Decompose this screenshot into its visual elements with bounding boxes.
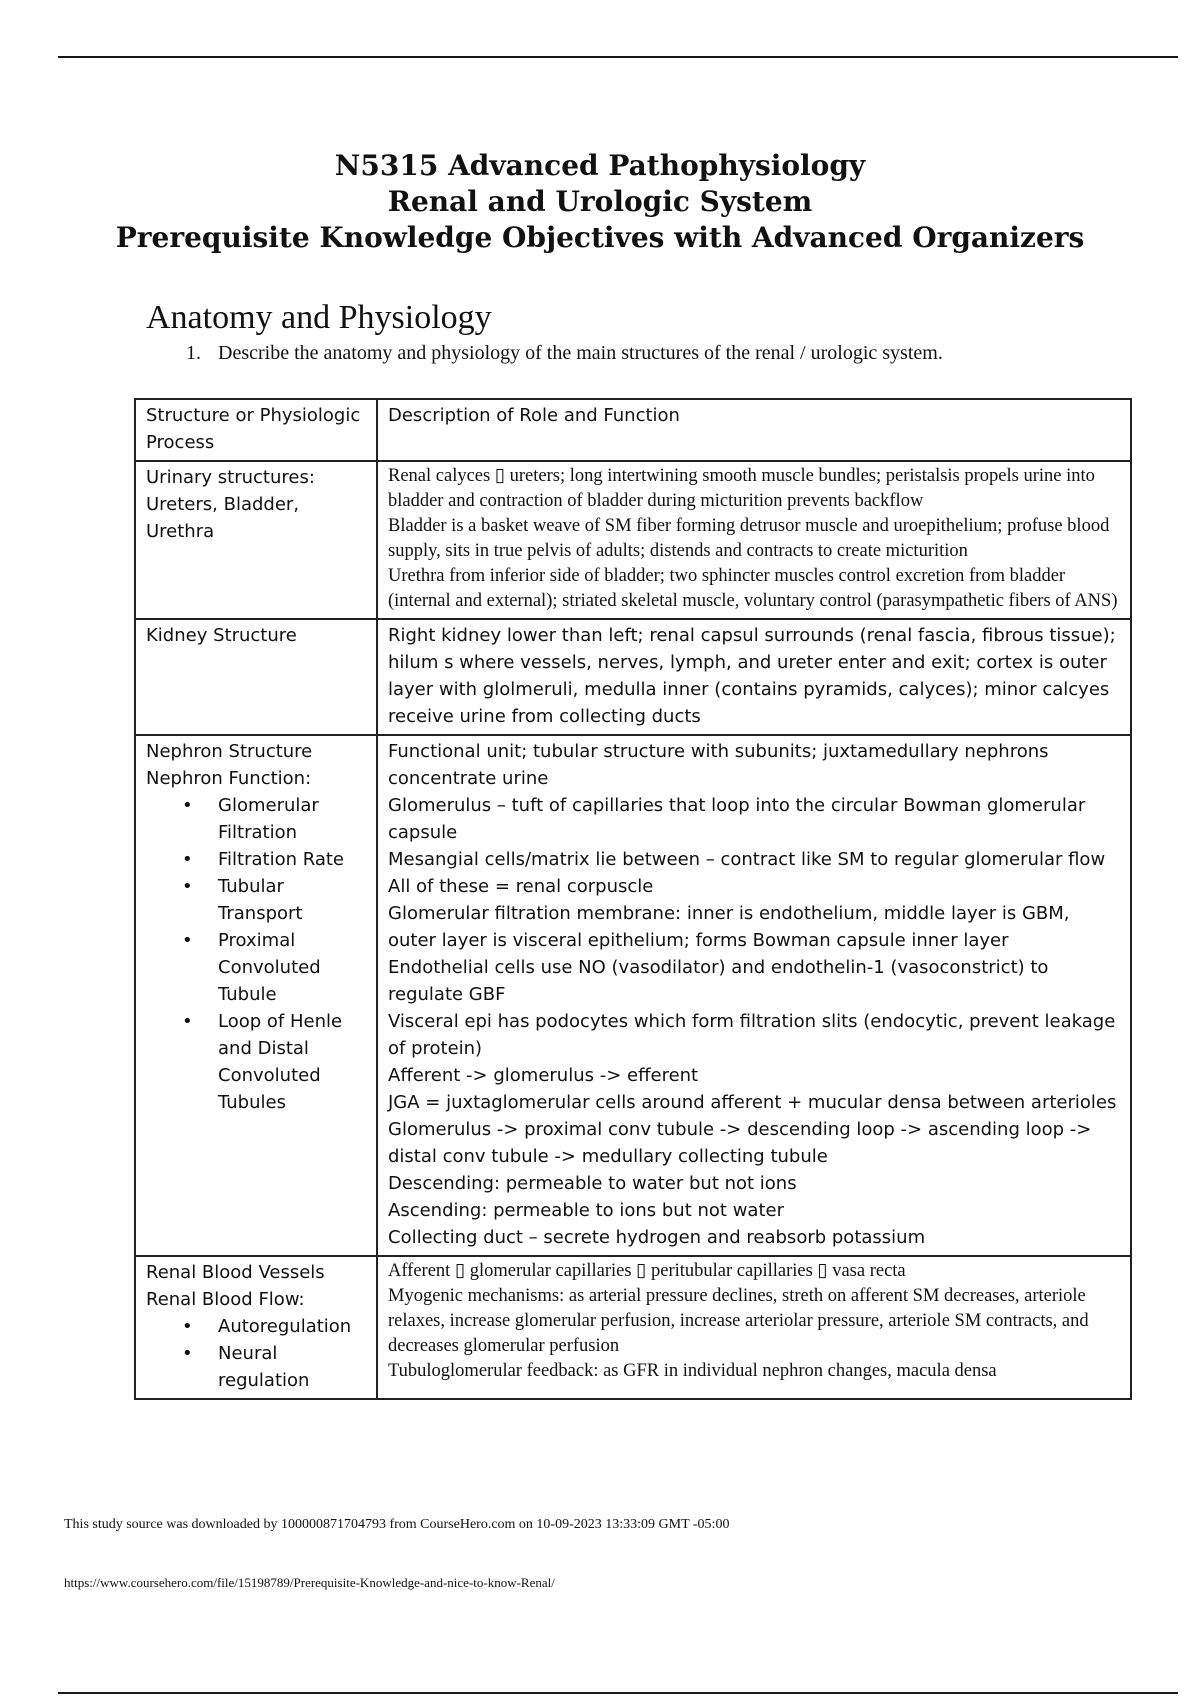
description-paragraph: Endothelial cells use NO (vasodilator) and endothelin-1 (vasoconstrict) to regulate GBF [388,957,1049,1005]
description-paragraph: Bladder is a basket weave of SM fiber forming detrusor muscle and uroepithelium; profuse blood supply, sits in true pelvis of adults; distends and contracts to create micturition [388,516,1110,561]
description-paragraph: Glomerular filtration membrane: inner is endothelium, middle layer is GBM, outer layer is visceral epithelium; forms Bowman capsule inner layer [388,903,1070,951]
download-notice: This study source was downloaded by 100000871704793 from CourseHero.com on 10-09-2023 13:33:09 GMT -05:00 [64,1517,730,1532]
description-paragraph: Ascending: permeable to ions but not water [388,1200,784,1221]
description-paragraph: Collecting duct – secrete hydrogen and reabsorb potassium [388,1227,926,1248]
bullet-list [146,792,366,1116]
description-paragraph: Afferent ▯ glomerular capillaries ▯ peritubular capillaries ▯ vasa recta [388,1261,906,1281]
table-header-row [135,399,1131,461]
description-paragraph: Glomerulus – tuft of capillaries that loop into the circular Bowman glomerular capsule [388,795,1086,843]
description-paragraph: Visceral epi has podocytes which form filtration slits (endocytic, prevent leakage of protein) [388,1011,1116,1059]
row-description-cell [377,1256,1131,1399]
description-paragraph: All of these = renal corpuscle [388,876,654,897]
row-structure-cell [135,619,377,735]
document-title [0,148,1200,256]
bullet-item: • Proximal Convoluted Tubule [218,927,366,1008]
objective-text: Describe the anatomy and physiology of the main structures of the renal / urologic system. [218,342,943,364]
title-line-3: Prerequisite Knowledge Objectives with Advanced Organizers [115,221,1085,254]
bottom-rule [58,1692,1178,1694]
row-structure-line: Renal Blood Flow: [146,1289,305,1310]
description-paragraph: Afferent -> glomerulus -> efferent [388,1065,699,1086]
row-structure-line: Urethra [146,521,215,542]
objective-item [186,340,1046,367]
title-line-1: N5315 Advanced Pathophysiology [334,149,866,182]
objective-number: 1. [186,342,201,364]
bullet-item: • Tubular Transport [218,873,366,927]
description-paragraph: Myogenic mechanisms: as arterial pressure declines, streth on afferent SM decreases, arteriole relaxes, increase glomerular perfusion, increase arteriolar pressure, arteriole SM contracts, and decreases glomerular perfusion [388,1286,1089,1356]
bullet-item: • Loop of Henle and Distal Convoluted Tubules [218,1008,366,1116]
description-paragraph: Mesangial cells/matrix lie between – contract like SM to regular glomerular flow [388,849,1106,870]
description-paragraph: Right kidney lower than left; renal capsul surrounds (renal fascia, fibrous tissue); hilum s where vessels, nerves, lymph, and ureter enter and exit; cortex is outer layer with glolmeruli, medulla inner (contains pyramids, calyces); minor calcyes receive urine from collecting ducts [388,625,1116,727]
row-structure-cell [135,1256,377,1399]
bullet-item: • Glomerular Filtration [218,792,366,846]
top-rule [58,56,1178,58]
description-paragraph: Glomerulus -> proximal conv tubule -> descending loop -> ascending loop -> distal conv tubule -> medullary collecting tubule [388,1119,1092,1167]
header-col1: Structure or Physiologic Process [135,399,377,461]
row-structure-cell [135,461,377,619]
row-structure-line: Renal Blood Vessels [146,1262,325,1283]
description-paragraph: Tubuloglomerular feedback: as GFR in individual nephron changes, macula densa [388,1361,997,1381]
row-description-cell [377,461,1131,619]
bullet-item: • Autoregulation [218,1313,366,1340]
description-paragraph: JGA = juxtaglomerular cells around afferent + mucular densa between arterioles [388,1092,1117,1113]
title-line-2: Renal and Urologic System [387,185,813,218]
row-structure-line: Kidney Structure [146,625,297,646]
bullet-item: • Filtration Rate [218,846,366,873]
description-paragraph: Renal calyces ▯ ureters; long intertwining smooth muscle bundles; peristalsis propels urine into bladder and contraction of bladder during micturition prevents backflow [388,466,1095,511]
row-structure-line: Nephron Structure [146,741,313,762]
header-col2: Description of Role and Function [377,399,1131,461]
row-description-cell [377,735,1131,1256]
row-structure-line: Urinary structures: [146,467,315,488]
table-row [135,1256,1131,1399]
description-paragraph: Urethra from inferior side of bladder; two sphincter muscles control excretion from bladder (internal and external); striated skeletal muscle, voluntary control (parasympathetic fibers of ANS) [388,566,1118,611]
table-row [135,461,1131,619]
table-row [135,619,1131,735]
row-structure-line: Ureters, Bladder, [146,494,300,515]
row-description-cell [377,619,1131,735]
row-structure-cell [135,735,377,1256]
table-row [135,735,1131,1256]
structure-table [134,398,1132,1400]
source-url[interactable]: https://www.coursehero.com/file/15198789/Prerequisite-Knowledge-and-nice-to-know-Renal/ [64,1575,555,1590]
description-paragraph: Functional unit; tubular structure with subunits; juxtamedullary nephrons concentrate urine [388,741,1049,789]
bullet-item: • Neural regulation [218,1340,366,1394]
row-structure-line: Nephron Function: [146,768,312,789]
bullet-list [146,1313,366,1394]
description-paragraph: Descending: permeable to water but not ions [388,1173,797,1194]
section-heading: Anatomy and Physiology [146,299,492,336]
